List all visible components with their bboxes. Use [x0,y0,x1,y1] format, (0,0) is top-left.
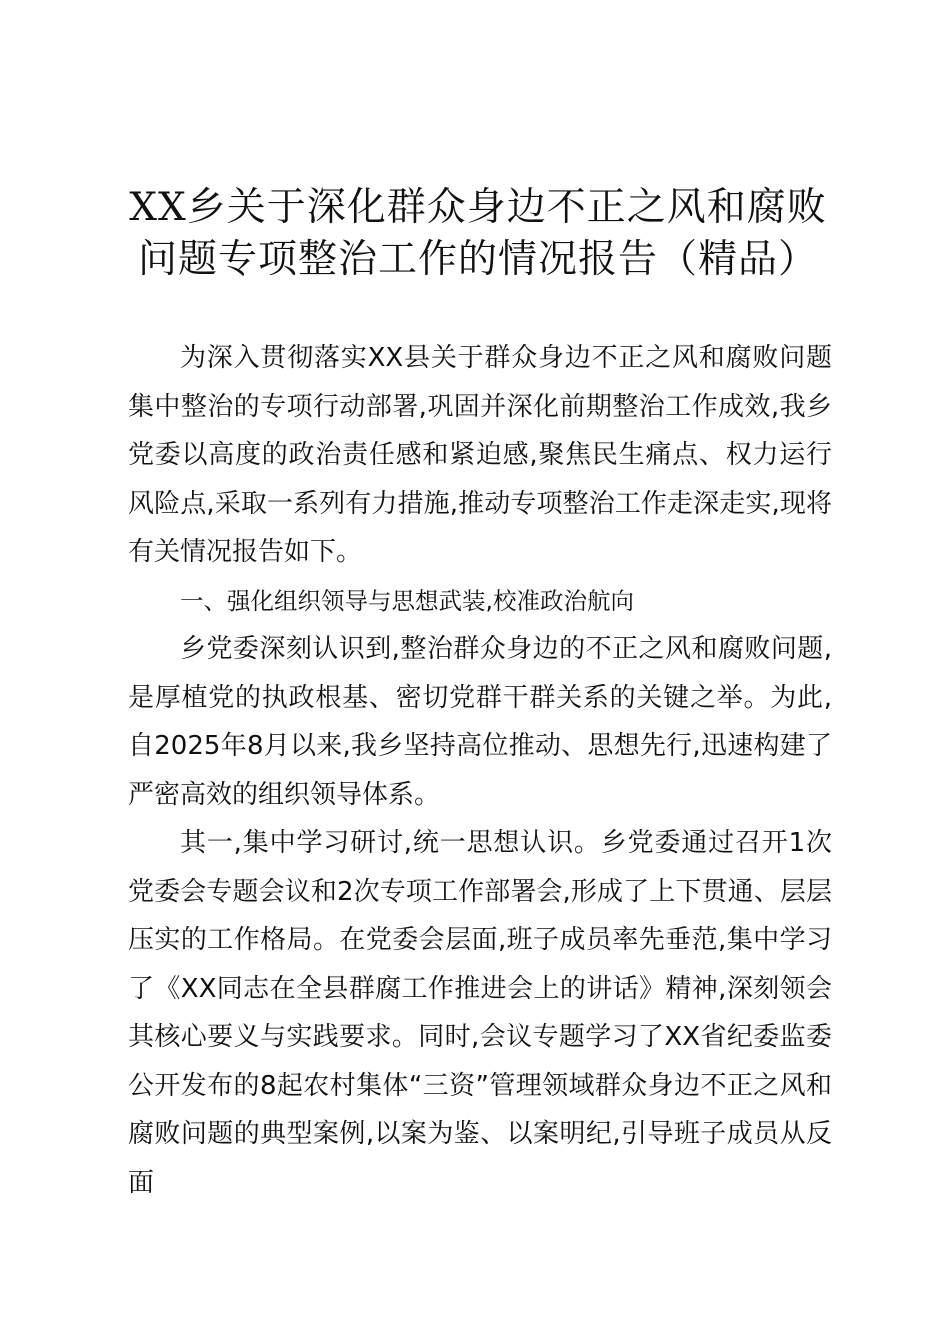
intro-paragraph: 为深入贯彻落实XX县关于群众身边不正之风和腐败问题集中整治的专项行动部署,巩固并深化前期整治工作成效,我乡党委以高度的政治责任感和紧迫感,聚焦民生痛点、权力运行风险点,采取一系列有力措施,推动专项整治工作走深走实,现将有关情况报告如下。 [128,343,832,567]
section-heading: 一、强化组织领导与思想武装,校准政治航向 [180,586,634,615]
document-title: XX乡关于深化群众身边不正之风和腐败问题专项整治工作的情况报告（精品） [129,185,827,282]
body-paragraph: 其一,集中学习研讨,统一思想认识。乡党委通过召开1次党委会专题会议和2次专项工作部署会,形成了上下贯通、层层压实的工作格局。在党委会层面,班子成员率先垂范,集中学习了《XX同志在全县群腐工作推进会上的讲话》精神,深刻领会其核心要义与实践要求。同时,会议专题学习了XX省纪委监委公开发布的8起农村集体“三资”管理领域群众身边不正之风和腐败问题的典型案例,以案为鉴、以案明纪,引导班子成员从反面 [128,828,832,1198]
document-body [128,334,832,1207]
body-paragraph: 乡党委深刻认识到,整治群众身边的不正之风和腐败问题,是厚植党的执政根基、密切党群干群关系的关键之举。为此,自2025年8月以来,我乡坚持高位推动、思想先行,迅速构建了严密高效的组织领导体系。 [128,634,832,810]
